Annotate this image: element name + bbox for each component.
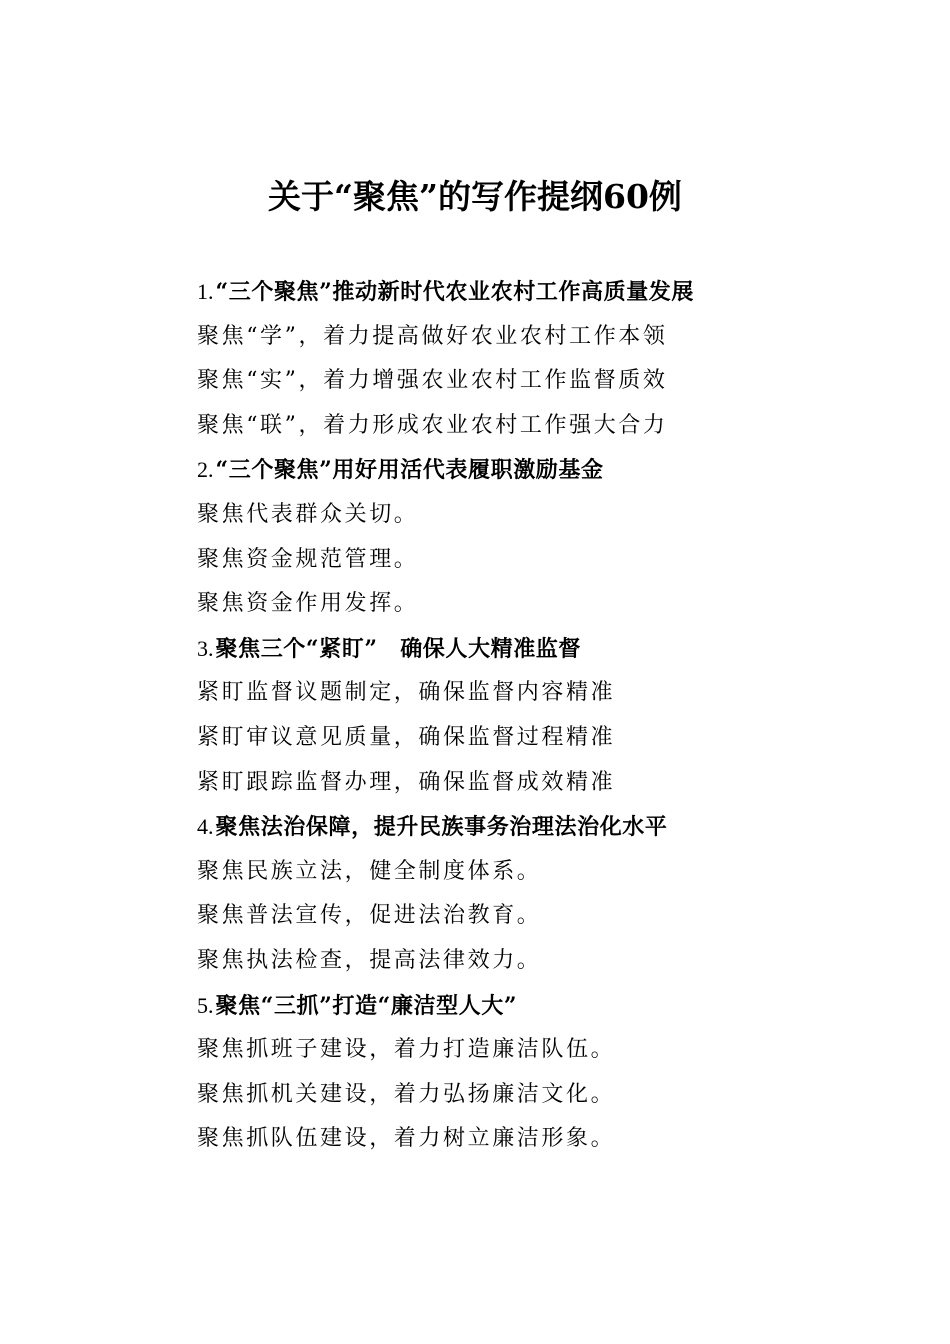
outline-section-5 — [197, 984, 837, 1162]
section-heading-text: 聚焦“三抓”打造“廉洁型人大” — [215, 992, 518, 1019]
section-heading — [197, 448, 837, 493]
section-heading-text: “三个聚焦”用好用活代表履职激励基金 — [215, 457, 604, 484]
section-heading — [197, 984, 837, 1029]
section-number: 5. — [197, 992, 214, 1018]
section-number: 3. — [197, 635, 214, 661]
section-point: 紧盯审议意见质量，确保监督过程精准 — [197, 724, 616, 750]
section-point: 聚焦资金规范管理。 — [197, 546, 419, 572]
section-number: 1. — [197, 279, 214, 304]
outline-section-1 — [197, 270, 837, 448]
section-point: 聚焦执法检查，提高法律效力。 — [197, 947, 542, 973]
section-point: 紧盯跟踪监督办理，确保监督成效精准 — [197, 769, 616, 795]
section-heading-text: “三个聚焦”推动新时代农业农村工作高质量发展 — [215, 279, 695, 305]
section-point: 聚焦“联”，着力形成农业农村工作强大合力 — [197, 412, 668, 438]
document-title: 关于“聚焦”的写作提纲60例 — [268, 177, 682, 216]
section-point: 紧盯监督议题制定，确保监督内容精准 — [197, 680, 616, 706]
section-point: 聚焦代表群众关切。 — [197, 501, 419, 527]
section-point: 聚焦资金作用发挥。 — [197, 591, 419, 617]
section-number: 2. — [197, 457, 214, 483]
outline-section-4 — [197, 805, 837, 983]
section-heading-text: 聚焦法治保障，提升民族事务治理法治化水平 — [215, 814, 668, 841]
section-point: 聚焦普法宣传，促进法治教育。 — [197, 903, 542, 929]
outline-section-3 — [197, 627, 837, 805]
outline-section-2 — [197, 448, 837, 626]
section-heading — [197, 627, 837, 672]
section-point: 聚焦民族立法，健全制度体系。 — [197, 858, 542, 884]
section-point: 聚焦抓队伍建设，着力树立廉洁形象。 — [197, 1126, 616, 1152]
section-point: 聚焦抓班子建设，着力打造廉洁队伍。 — [197, 1037, 616, 1063]
section-number: 4. — [197, 814, 214, 840]
section-point: 聚焦“学”，着力提高做好农业农村工作本领 — [197, 323, 668, 349]
section-heading-text: 聚焦三个“紧盯” 确保人大精准监督 — [215, 635, 582, 662]
section-heading — [197, 805, 837, 850]
section-point: 聚焦“实”，着力增强农业农村工作监督质效 — [197, 368, 668, 394]
section-heading — [197, 270, 837, 315]
section-point: 聚焦抓机关建设，着力弘扬廉洁文化。 — [197, 1081, 616, 1107]
outline-list — [197, 270, 837, 1162]
